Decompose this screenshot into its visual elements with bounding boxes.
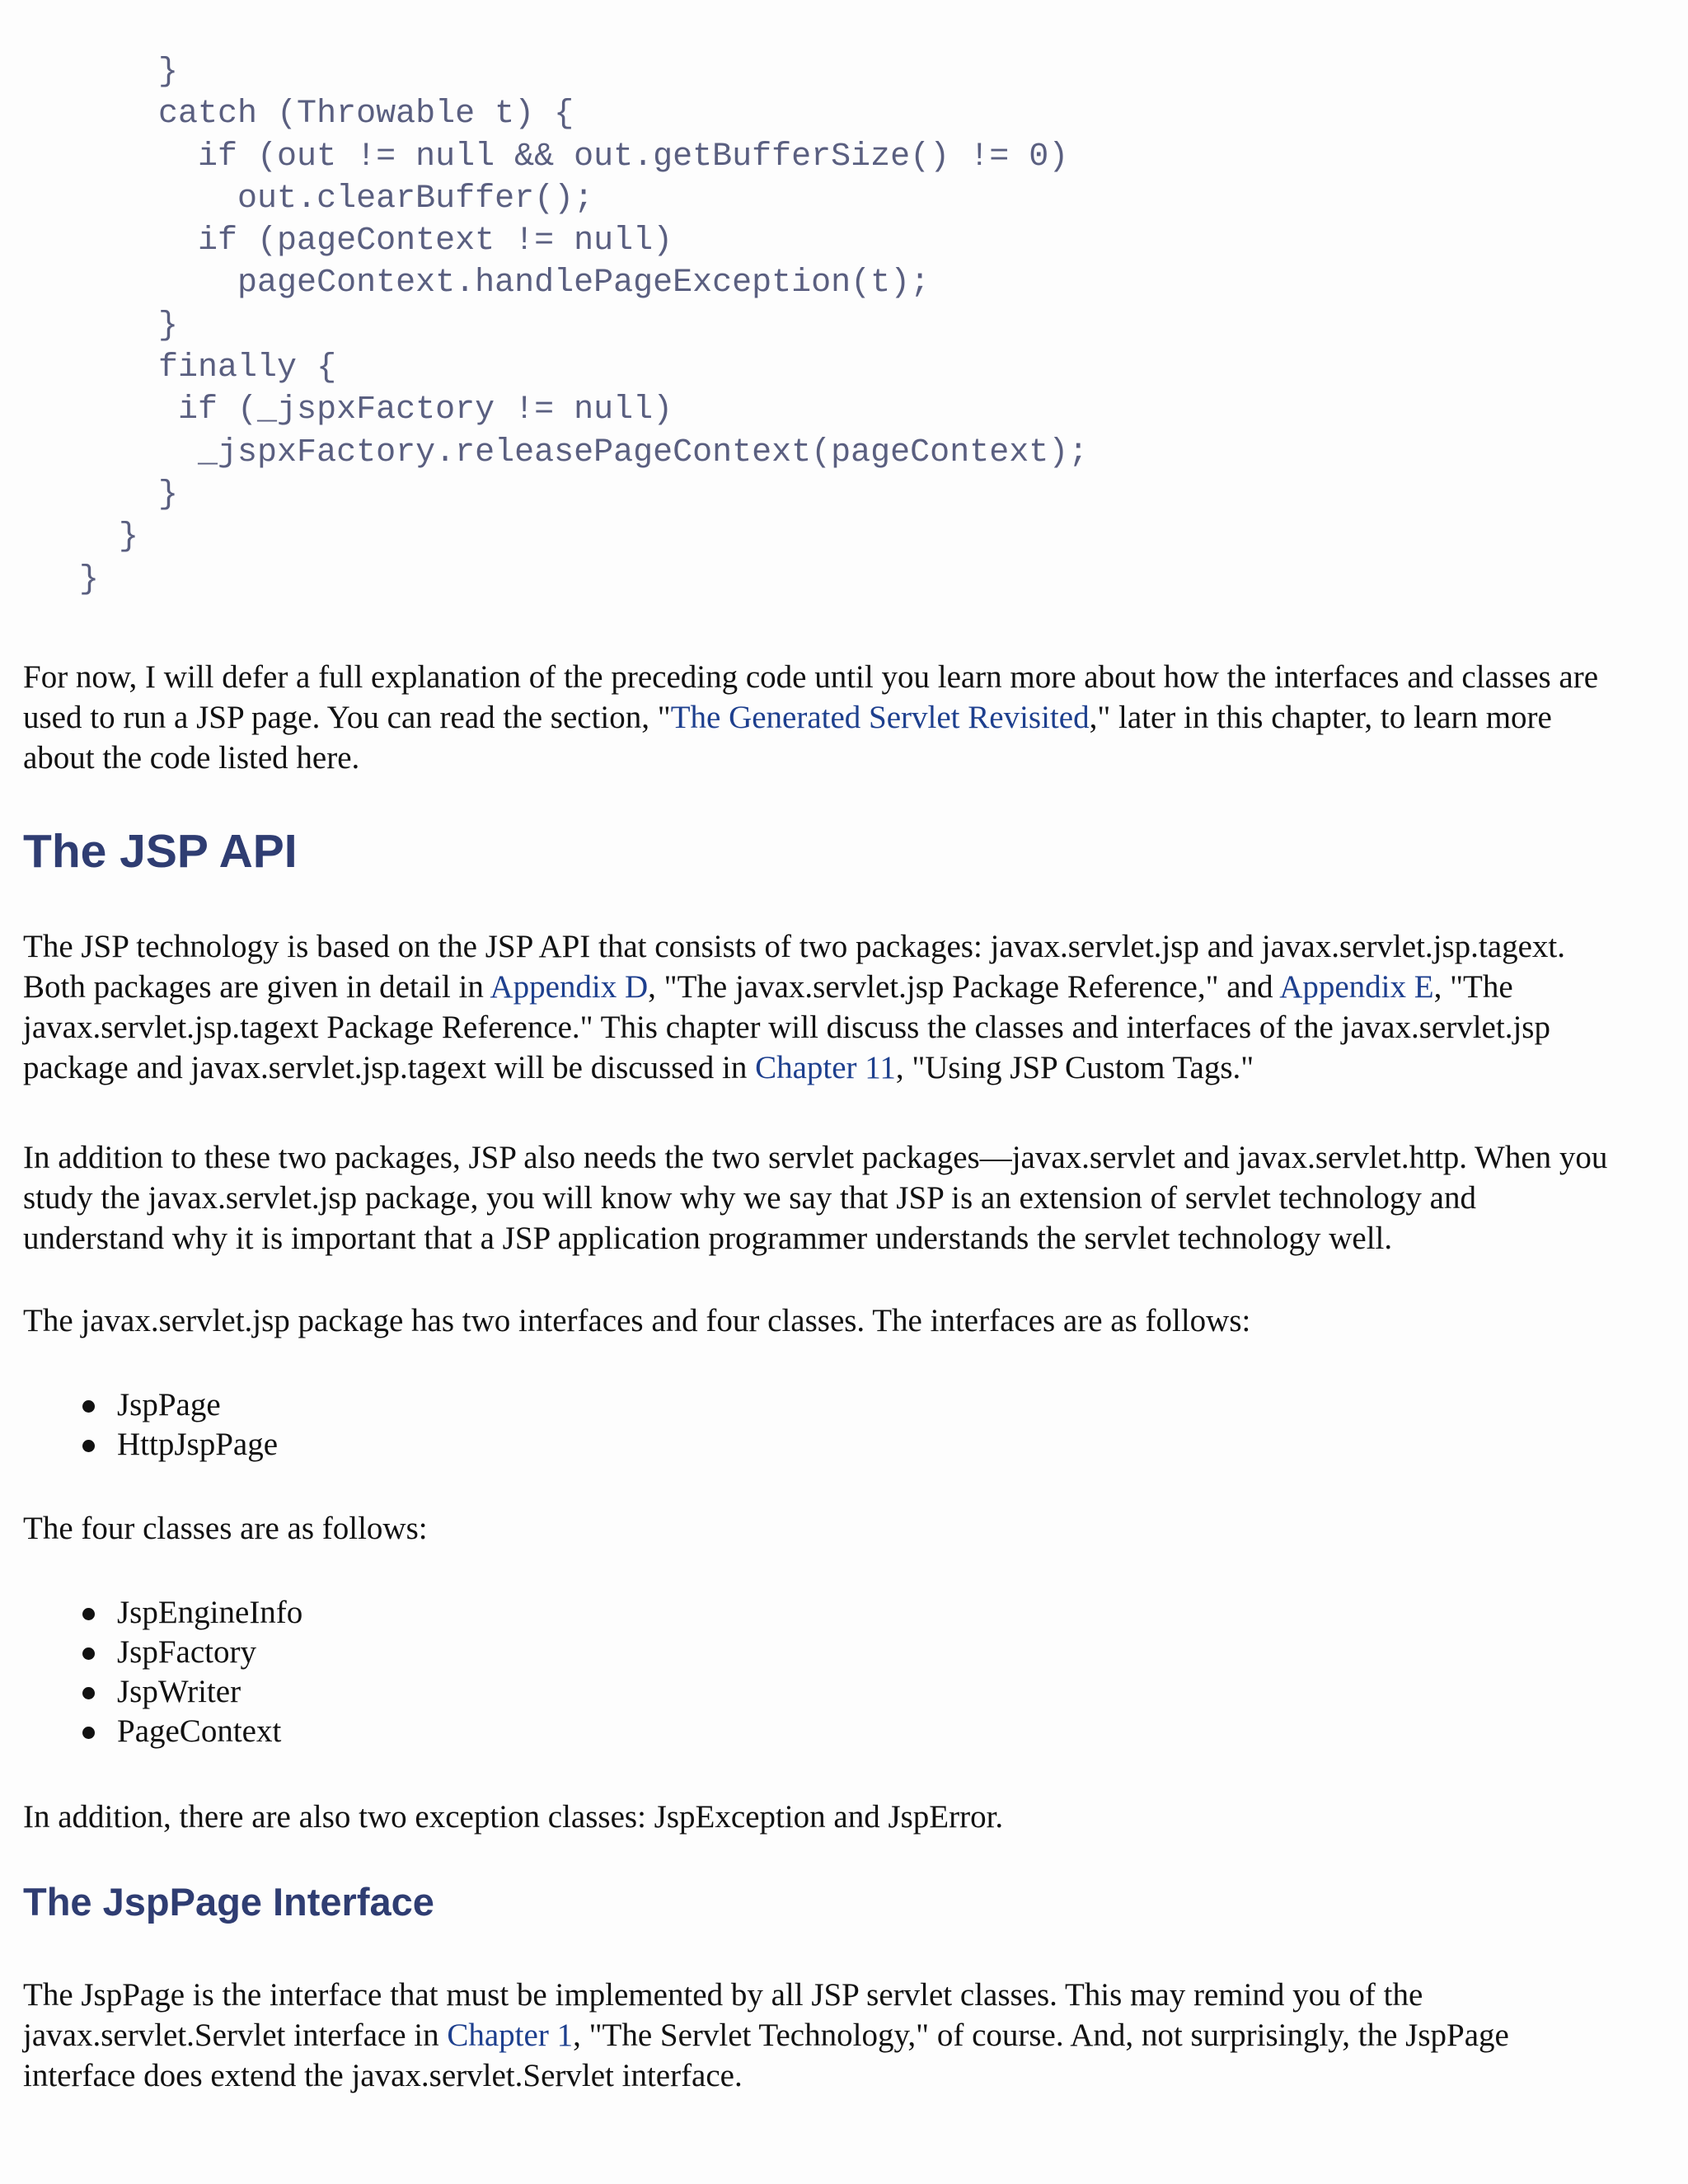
- paragraph-line: [23, 2015, 1663, 2055]
- list-item-text: HttpJspPage: [117, 1427, 278, 1462]
- list-item-text: JspPage: [117, 1387, 221, 1422]
- link-generated-servlet-revisited[interactable]: The Generated Servlet Revisited: [670, 700, 1090, 735]
- list-item: [82, 1633, 302, 1672]
- list-item-text: JspFactory: [117, 1634, 256, 1670]
- code-block: [0, 51, 1088, 601]
- list-item-text: JspWriter: [117, 1674, 241, 1709]
- bullet-icon: [82, 1400, 95, 1413]
- paragraph-line: interface does extend the javax.servlet.Servlet interface.: [23, 2058, 743, 2093]
- paragraph-line: The four classes are as follows:: [23, 1511, 428, 1546]
- interfaces-list: [82, 1385, 278, 1465]
- code-line: }: [0, 307, 179, 344]
- paragraph-line: understand why it is important that a JSP application programmer understands the servlet technology well.: [23, 1221, 1393, 1256]
- paragraph-explanation: [23, 657, 1663, 778]
- text-run: , "The: [1433, 969, 1513, 1005]
- text-run: , "The Servlet Technology," of course. And, not surprisingly, the JspPage: [573, 2018, 1509, 2053]
- paragraph-line: In addition, there are also two exception classes: JspException and JspError.: [23, 1799, 1004, 1835]
- link-appendix-d[interactable]: Appendix D: [490, 969, 649, 1005]
- paragraph-exceptions: [23, 1797, 1663, 1837]
- paragraph-servlet-packages: [23, 1137, 1663, 1258]
- paragraph-line: The JSP technology is based on the JSP API that consists of two packages: javax.servlet.jsp and javax.servlet.jsp.tagext.: [23, 929, 1565, 964]
- list-item: [82, 1672, 302, 1712]
- text-run: , "The javax.servlet.jsp Package Reference," and: [648, 969, 1280, 1005]
- paragraph-line: The JspPage is the interface that must be implemented by all JSP servlet classes. This may remind you of the: [23, 1977, 1423, 2013]
- list-item-text: PageContext: [117, 1713, 282, 1749]
- code-line: }: [0, 518, 139, 556]
- paragraph-line: For now, I will defer a full explanation of the preceding code until you learn more about how the interfaces and classes are: [23, 659, 1599, 695]
- code-line: pageContext.handlePageException(t);: [0, 265, 931, 302]
- link-chapter-11[interactable]: Chapter 11: [755, 1050, 896, 1085]
- code-line: if (out != null && out.getBufferSize() != 0): [0, 138, 1069, 176]
- list-item: [82, 1385, 278, 1425]
- paragraph-line: [23, 967, 1663, 1007]
- paragraph-interfaces-intro: [23, 1301, 1663, 1341]
- paragraph-line: [23, 697, 1663, 738]
- link-chapter-1[interactable]: Chapter 1: [447, 2018, 574, 2053]
- bullet-icon: [82, 1687, 95, 1699]
- text-run: javax.servlet.Servlet interface in: [23, 2018, 448, 2053]
- classes-list: [82, 1593, 302, 1751]
- code-line: }: [0, 476, 179, 513]
- paragraph-line: The javax.servlet.jsp package has two interfaces and four classes. The interfaces are as follows:: [23, 1303, 1251, 1338]
- text-run: , "Using JSP Custom Tags.": [895, 1050, 1254, 1085]
- list-item-text: JspEngineInfo: [117, 1595, 303, 1630]
- paragraph-jsppage: [23, 1975, 1663, 2096]
- code-line: finally {: [0, 349, 337, 387]
- code-line: _jspxFactory.releasePageContext(pageContext);: [0, 434, 1089, 471]
- bullet-icon: [82, 1608, 95, 1620]
- paragraph-line: study the javax.servlet.jsp package, you will know why we say that JSP is an extension of servlet technology and: [23, 1180, 1476, 1216]
- list-item: [82, 1712, 302, 1751]
- code-line: if (pageContext != null): [0, 223, 673, 260]
- link-appendix-e[interactable]: Appendix E: [1279, 969, 1434, 1005]
- bullet-icon: [82, 1727, 95, 1739]
- text-run: package and javax.servlet.jsp.tagext will be discussed in: [23, 1050, 756, 1085]
- heading-jsp-api: The JSP API: [23, 825, 298, 878]
- bullet-icon: [82, 1440, 95, 1452]
- bullet-icon: [82, 1647, 95, 1660]
- paragraph-line: about the code listed here.: [23, 740, 360, 776]
- paragraph-line: [23, 1047, 1663, 1088]
- paragraph-jsp-api-intro: [23, 926, 1663, 1088]
- text-run: ," later in this chapter, to learn more: [1089, 700, 1552, 735]
- code-line: }: [0, 560, 100, 598]
- code-line: out.clearBuffer();: [0, 180, 594, 218]
- text-run: used to run a JSP page. You can read the section, ": [23, 700, 671, 735]
- list-item: [82, 1593, 302, 1633]
- code-line: catch (Throwable t) {: [0, 96, 574, 134]
- paragraph-line: javax.servlet.jsp.tagext Package Reference." This chapter will discuss the classes and interfaces of the javax.servlet.jsp: [23, 1010, 1550, 1045]
- heading-jsppage-interface: The JspPage Interface: [23, 1880, 434, 1924]
- paragraph-classes-intro: [23, 1508, 1663, 1549]
- list-item: [82, 1425, 278, 1465]
- code-line: if (_jspxFactory != null): [0, 391, 673, 429]
- paragraph-line: In addition to these two packages, JSP also needs the two servlet packages—javax.servlet and javax.servlet.http. When you: [23, 1140, 1608, 1175]
- code-line: }: [0, 54, 179, 91]
- text-run: Both packages are given in detail in: [23, 969, 490, 1005]
